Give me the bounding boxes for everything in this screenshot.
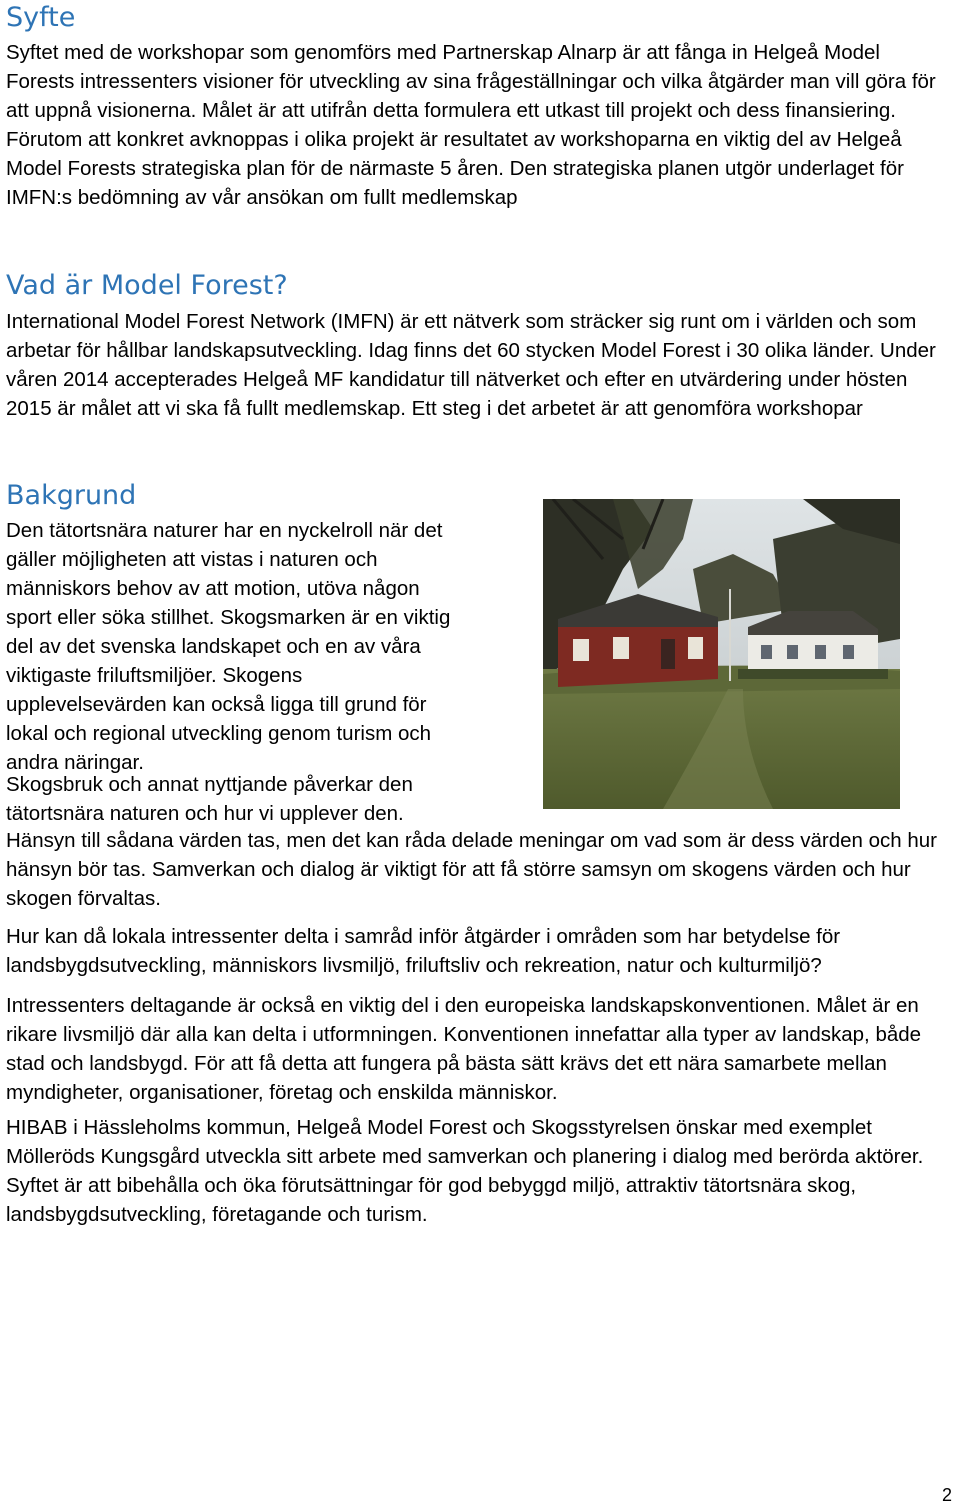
text-line: tätortsnära naturen och hur vi upplever den. bbox=[6, 802, 404, 825]
text-line: människors behov av att motion, utöva någon bbox=[6, 577, 420, 600]
bakgrund-paragraph-1 bbox=[6, 516, 536, 777]
bakgrund-paragraph-2-rest bbox=[6, 826, 952, 913]
text-line: lokal och regional utveckling genom turism och bbox=[6, 722, 432, 745]
section-model-forest bbox=[6, 270, 952, 423]
bakgrund-paragraph-2-text: Hänsyn till sådana värden tas, men det kan råda delade meningar om vad som är dess värden och hur hänsyn bör tas. Samverkan och dialog är viktigt för att få större samsyn om skogens värden och hur skogen förvaltas. bbox=[6, 829, 937, 910]
text-line: Skogsbruk och annat nyttjande påverkar den bbox=[6, 773, 413, 796]
text-line: sport eller söka stillhet. Skogsmarken är en viktig bbox=[6, 606, 451, 629]
text-line: viktigaste friluftsmiljöer. Skogens bbox=[6, 664, 303, 687]
section-heading-model-forest: Vad är Model Forest? bbox=[6, 270, 288, 301]
text-line: andra näringar. bbox=[6, 751, 144, 774]
model-forest-paragraph: International Model Forest Network (IMFN) är ett nätverk som sträcker sig runt om i världen och som arbetar för hållbar landskapsutveckling. Idag finns det 60 stycken Model Forest i 30 olika länder. Under våren 2014 accepterades Helgeå MF kandidatur till nätverket och efter en utvärdering under hösten 2015 är målet att vi ska få fullt medlemskap. Ett steg i det arbetet är att genomföra workshopar bbox=[6, 310, 936, 420]
text-line: Den tätortsnära naturer har en nyckelroll när det bbox=[6, 519, 443, 542]
bakgrund-paragraph-5 bbox=[6, 1113, 952, 1229]
bakgrund-paragraph-3-text: Hur kan då lokala intressenter delta i samråd inför åtgärder i områden som har betydelse för landsbygdsutveckling, människors livsmiljö, friluftsliv och rekreation, natur och kulturmiljö? bbox=[6, 925, 841, 977]
syfte-paragraph: Syftet med de workshopar som genomförs med Partnerskap Alnarp är att fånga in Helgeå Model Forests intressenters visioner för utveckling av sina frågeställningar och vilka åtgärder man vill göra för att uppnå visionerna. Målet är att utifrån detta formulera ett utkast till projekt och dess finansiering. Förutom att konkret avknoppas i olika projekt är resultatet av workshoparna en viktig del av Helgeå Model Forests strategiska plan för de närmaste 5 åren. Den strategiska planen utgör underlaget för IMFN:s bedömning av vår ansökan om fullt medlemskap bbox=[6, 41, 936, 209]
bakgrund-paragraph-5-text: HIBAB i Hässleholms kommun, Helgeå Model Forest och Skogsstyrelsen önskar med exemplet Mölleröds Kungsgård utveckla sitt arbete med samverkan och planering i dialog med berörda aktörer. Syftet är att bibehålla och öka förutsättningar för god bebyggd miljö, attraktiv tätortsnära skog, landsbygdsutveckling, företagande och turism. bbox=[6, 1116, 924, 1226]
section-syfte bbox=[6, 2, 952, 212]
bakgrund-paragraph-3 bbox=[6, 922, 952, 980]
farmhouse-photo bbox=[543, 499, 900, 809]
bakgrund-paragraph-4-text: Intressenters deltagande är också en viktig del i den europeiska landskapskonventionen. Målet är en rikare livsmiljö där alla kan delta i utformningen. Konventionen innefattar alla typer av landskap, både stad och landsbygd. För att få detta att fungera på bästa sätt krävs det ett nära samarbete mellan myndigheter, organisationer, företag och enskilda människor. bbox=[6, 994, 922, 1104]
text-line: del av det svenska landskapet och en av våra bbox=[6, 635, 421, 658]
bakgrund-paragraph-2-start bbox=[6, 770, 536, 828]
text-line: gäller möjligheten att vistas i naturen och bbox=[6, 548, 378, 571]
bakgrund-paragraph-4 bbox=[6, 991, 952, 1107]
page-number: 2 bbox=[941, 1485, 952, 1505]
section-heading-bakgrund: Bakgrund bbox=[6, 480, 137, 511]
text-line: upplevelsevärden kan också ligga till grund för bbox=[6, 693, 427, 716]
section-heading-syfte: Syfte bbox=[6, 2, 76, 33]
